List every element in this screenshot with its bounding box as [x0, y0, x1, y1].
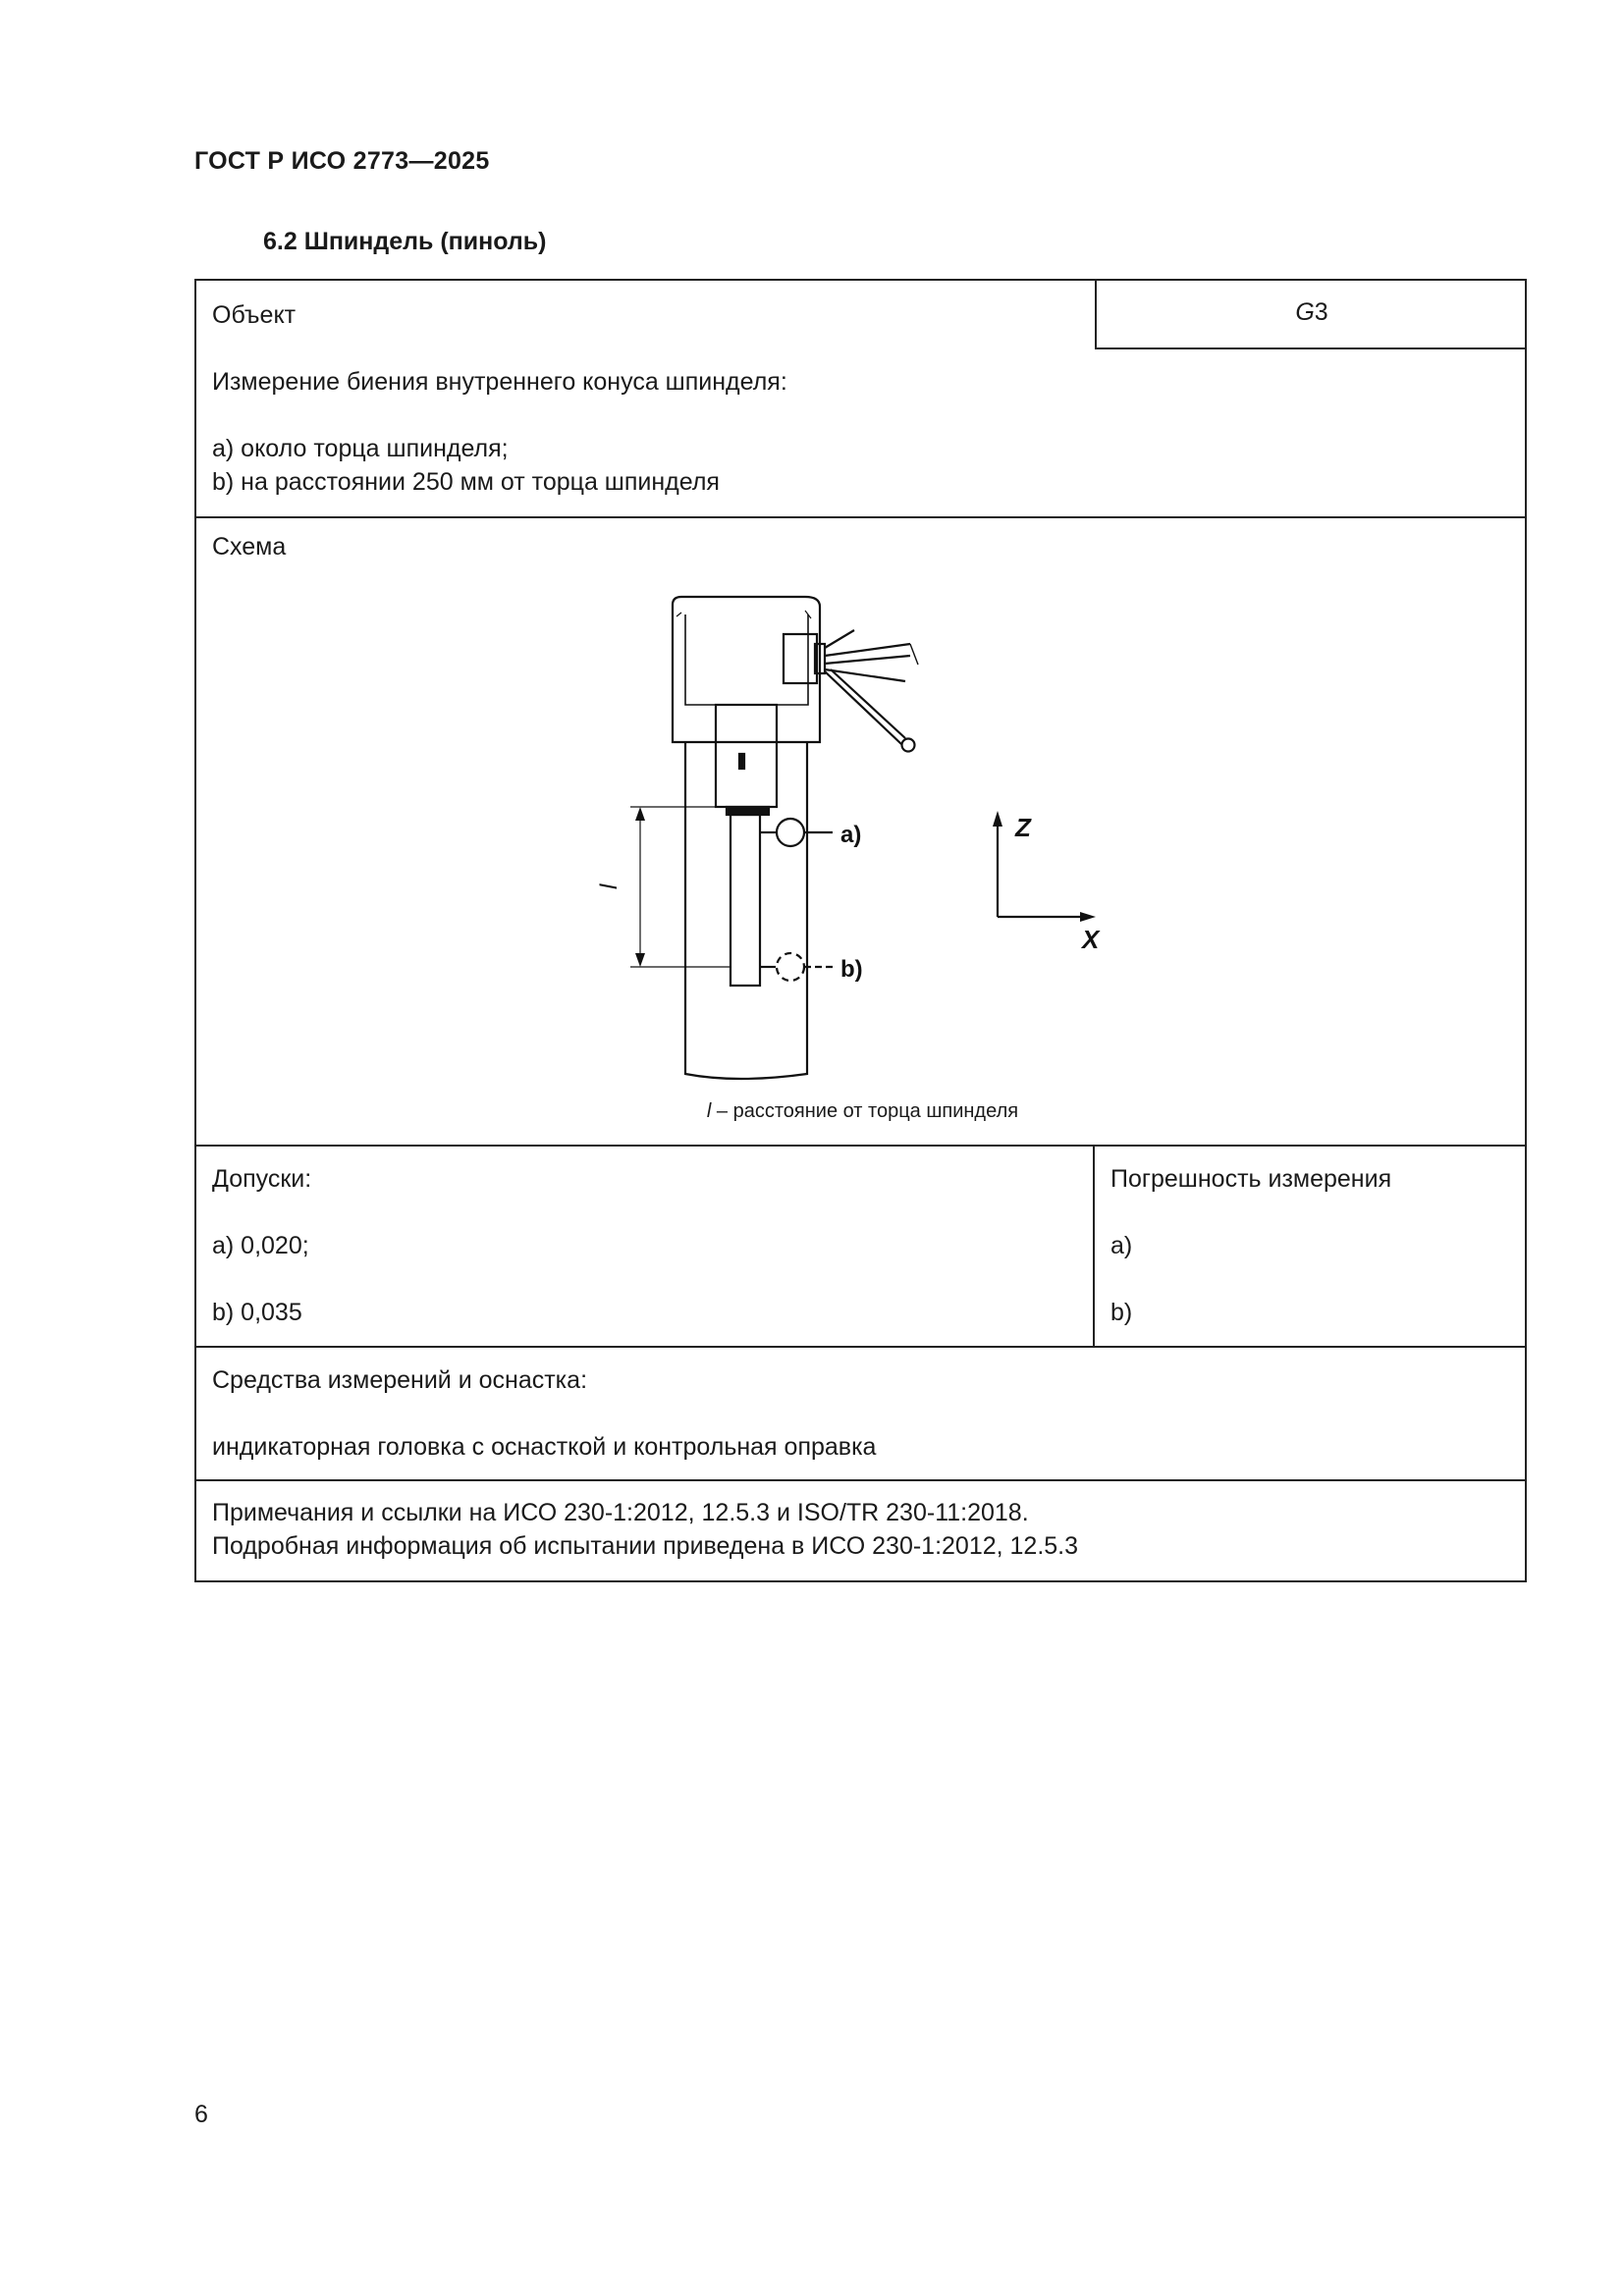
section-title: 6.2 Шпиндель (пиноль)	[263, 228, 547, 255]
spindle-diagram	[196, 281, 1529, 1145]
object-label: Объект	[212, 301, 297, 329]
row-divider	[196, 1479, 1525, 1481]
test-mandrel	[731, 815, 760, 986]
tolerance-a: a) 0,020;	[212, 1232, 309, 1259]
document-header: ГОСТ Р ИСО 2773—2025	[194, 147, 490, 175]
instruments-text: индикаторная головка с оснасткой и контрольная оправка	[212, 1433, 877, 1461]
spindle-nose	[727, 807, 769, 815]
measurement-item-a: a) около торца шпинделя;	[212, 435, 509, 462]
test-sheet-table	[194, 279, 1527, 1582]
test-code-number: 3	[1314, 298, 1328, 326]
scheme-label: Схема	[212, 533, 287, 561]
notes-line-1: Примечания и ссылки на ИСО 230-1:2012, 12.5.3 и ISO/TR 230-11:2018.	[212, 1499, 1029, 1526]
callout-b-label: b)	[840, 956, 863, 983]
instruments-label: Средства измерений и оснастка:	[212, 1366, 588, 1394]
indicator-b	[777, 953, 804, 981]
notes-line-2: Подробная информация об испытании приведена в ИСО 230-1:2012, 12.5.3	[212, 1532, 1079, 1560]
column-divider	[1093, 1145, 1095, 1346]
page-number: 6	[194, 2101, 208, 2128]
measurement-title: Измерение биения внутреннего конуса шпинделя:	[212, 368, 787, 396]
row-divider	[196, 1145, 1525, 1147]
caption-text: – расстояние от торца шпинделя	[711, 1100, 1019, 1122]
tolerance-b: b) 0,035	[212, 1299, 302, 1326]
scheme-caption	[196, 1100, 1529, 1123]
measurement-error-a: a)	[1110, 1232, 1133, 1259]
spindle-head-inner	[685, 614, 808, 705]
quill-slot	[739, 754, 744, 769]
callout-a-label: a)	[840, 822, 862, 848]
axis-z-label: Z	[1015, 813, 1031, 842]
spindle-quill	[716, 705, 777, 807]
tolerances-label: Допуски:	[212, 1165, 312, 1193]
measurement-error-label: Погрешность измерения	[1110, 1165, 1392, 1193]
dimension-label: l	[596, 883, 623, 889]
spindle-column	[685, 742, 807, 1079]
test-code-prefix: G	[1295, 298, 1315, 326]
caption-symbol: l	[706, 1100, 712, 1122]
indicator-a	[777, 819, 804, 846]
measurement-error-b: b)	[1110, 1299, 1133, 1326]
holder-arm-knob	[902, 739, 915, 752]
spindle-head	[673, 597, 820, 742]
row-divider	[196, 1346, 1525, 1348]
axis-x-label: X	[1082, 925, 1100, 954]
measurement-item-b: b) на расстоянии 250 мм от торца шпинделя	[212, 468, 720, 496]
indicator-holder	[784, 634, 817, 683]
